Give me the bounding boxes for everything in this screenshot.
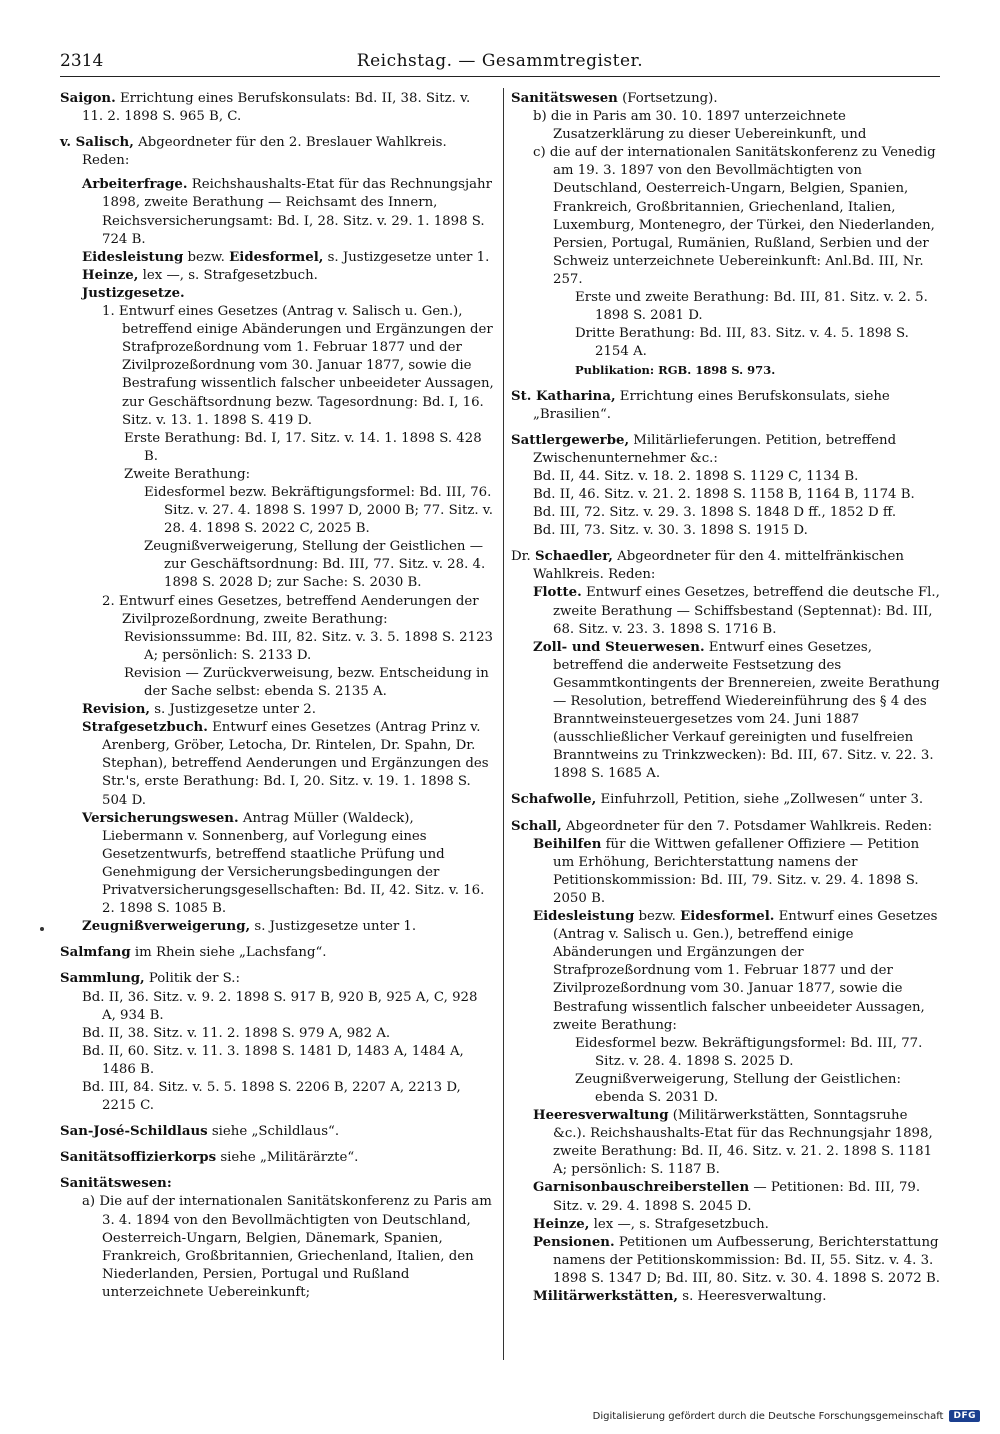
justiz-item-1: 1. Entwurf eines Gesetzes (Antrag v. Salisch u. Gen.), betreffend einige Abänderungen und Ergänzungen der Strafprozeßordnung vom 1. Februar 1877 und der Zivilprozeßordnung vom 30. Januar 1877, sowie die Bestrafung wissentlich falscher unbeeideter Aussagen, zur Geschäftsordnung bezw. Tagesordnung: Bd. I, 16. Sitz. v. 13. 1. 1898 S. 419 D. [102,304,494,428]
right-column [511,90,943,1306]
entry-sattlergewerbe: Sattlergewerbe, Militärlieferungen. Petition, betreffend Zwischenunternehmer &c.: [511,432,897,466]
sub-flotte: Flotte. Entwurf eines Gesetzes, betreffend die deutsche Fl., zweite Berathung — Schiffsbestand (Septennat): Bd. III, 68. Sitz. v. 23. 3. 1898 S. 1716 B. [533,585,940,637]
left-column [60,90,494,1302]
header-rule [60,76,940,77]
entry-schafwolle: Schafwolle, Einfuhrzoll, Petition, siehe „Zollwesen“ unter 3. [511,792,924,808]
entry-san-jose: San-José-Schildlaus siehe „Schildlaus“. [60,1124,340,1140]
sammlung-ref: Bd. III, 84. Sitz. v. 5. 5. 1898 S. 2206 B, 2207 A, 2213 D, 2215 C. [82,1079,461,1114]
sattler-ref: Bd. II, 44. Sitz. v. 18. 2. 1898 S. 1129 C, 1134 B. [533,468,859,484]
sanitaetswesen-c-erste: Erste und zweite Berathung: Bd. III, 81. Sitz. v. 2. 5. 1898 S. 2081 D. [575,290,928,324]
justiz-item-1-erste: Erste Berathung: Bd. I, 17. Sitz. v. 14. 1. 1898 S. 428 B. [124,430,482,464]
sub-beihilfen: Beihilfen für die Wittwen gefallener Offiziere — Petition um Erhöhung, Berichterstattung namens der Petitionskommission: Bd. III, 79. Sitz. v. 29. 4. 1898 S. 2050 B. [533,836,920,906]
sub-arbeiterfrage: Arbeiterfrage. Reichshaushalts-Etat für das Rechnungsjahr 1898, zweite Berathung — Reichsamt des Innern, Reichsversicherungsamt: Bd. I, 28. Sitz. v. 29. 1. 1898 S. 724 B. [82,177,492,247]
sammlung-ref: Bd. II, 60. Sitz. v. 11. 3. 1898 S. 1481 D, 1483 A, 1484 A, 1486 B. [82,1043,464,1077]
dfg-logo: DFG [949,1410,980,1422]
entry-saigon: Saigon. Errichtung eines Berufskonsulats: Bd. II, 38. Sitz. v. 11. 2. 1898 S. 965 B, C. [60,91,471,125]
sub-revision: Revision, s. Justizgesetze unter 2. [82,702,316,718]
sub-zoll-steuerwesen: Zoll- und Steuerwesen. Entwurf eines Gesetzes, betreffend die anderweite Festsetzung des Gesammtkontingents der Brennereien, zweite Berathung — Resolution, betreffend Wiedereinführung des § 4 des Branntweinsteuergesetzes vom 24. Juni 1887 (ausschließlicher Verkauf gereinigten und fuselfreien Branntweins zu Trinkzwecken): Bd. III, 67. Sitz. v. 22. 3. 1898 S. 1685 A. [533,639,940,782]
entry-salmfang: Salmfang im Rhein siehe „Lachsfang“. [60,945,327,961]
entry-st-katharina: St. Katharina, Errichtung eines Berufskonsulats, siehe „Brasilien“. [511,388,890,422]
sub-versicherungswesen: Versicherungswesen. Antrag Müller (Waldeck), Liebermann v. Sonnenberg, auf Vorlegung eines Gesetzentwurfs, betreffend staatliche Prüfung und Genehmigung der Versicherungsbedingungen der Privatversicherungsgesellschaften: Bd. II, 42. Sitz. v. 16. 2. 1898 S. 1085 B. [82,810,485,917]
sattler-ref: Bd. II, 46. Sitz. v. 21. 2. 1898 S. 1158 B, 1164 B, 1174 B. [533,486,915,502]
justiz-item-1-eidesformel: Eidesformel bezw. Bekräftigungsformel: Bd. III, 76. Sitz. v. 27. 4. 1898 S. 1997 D, 2000 B; 77. Sitz. v. 28. 4. 1898 S. 2022 C, 2025 B. [144,484,493,537]
margin-dot [40,927,44,931]
sub-strafgesetzbuch: Strafgesetzbuch. Entwurf eines Gesetzes (Antrag Prinz v. Arenberg, Gröber, Letocha, Dr. Rintelen, Dr. Spahn, Dr. Stephan), betreffend Aenderungen und Ergänzungen des Str.'s, erste Berathung: Bd. I, 20. Sitz. v. 19. 1. 1898 S. 504 D. [82,720,489,808]
footer-credit [593,1410,980,1422]
footer-text: Digitalisierung gefördert durch die Deutsche Forschungsgemeinschaft [592,1410,944,1422]
running-head: Reichstag. — Gesammtregister. [356,51,644,71]
sanitaetswesen-c-dritte: Dritte Berathung: Bd. III, 83. Sitz. v. 4. 5. 1898 S. 2154 A. [575,326,909,360]
page-number: 2314 [60,51,104,71]
entry-schaedler: Dr. Schaedler, Abgeordneter für den 4. mittelfränkischen Wahlkreis. Reden: [511,549,904,583]
entry-salisch: v. Salisch, Abgeordneter für den 2. Breslauer Wahlkreis. Reden: [60,135,447,169]
sub-pensionen: Pensionen. Petitionen um Aufbesserung, Berichterstattung namens der Petitionskommission: Bd. II, 55. Sitz. v. 4. 3. 1898 S. 1347 D; Bd. III, 80. Sitz. v. 30. 4. 1898 S. 2072 B. [533,1234,940,1286]
justiz-item-2-revision: Revision — Zurückverweisung, bezw. Entscheidung in der Sache selbst: ebenda S. 2135 A. [124,665,489,699]
sanitaetswesen-a: a) Die auf der internationalen Sanitätskonferenz zu Paris am 3. 4. 1894 von den Bevollmächtigten von Deutschland, Oesterreich-Ungarn, Belgien, Dänemark, Spanien, Frankreich, Großbritannien, Griechenland, Italien, den Niederlanden, Persien, Portugal und Rußland unterzeichnete Uebereinkunft; [82,1194,492,1300]
justiz-item-1-zweite: Zweite Berathung: [124,466,251,482]
justiz-item-1-zeugnis: Zeugnißverweigerung, Stellung der Geistlichen — zur Geschäftsordnung: Bd. III, 77. Sitz. v. 28. 4. 1898 S. 2028 D; zur Sache: S. 2030 B. [144,539,486,591]
entry-sammlung: Sammlung, Politik der S.: [60,971,241,987]
sub-zeugnisverweigerung: Zeugnißverweigerung, s. Justizgesetze unter 1. [82,919,417,935]
eid2-eidesformel: Eidesformel bezw. Bekräftigungsformel: Bd. III, 77. Sitz. v. 28. 4. 1898 S. 2025 D. [575,1035,923,1069]
sattler-ref: Bd. III, 72. Sitz. v. 29. 3. 1898 S. 1848 D ff., 1852 D ff. [533,505,897,521]
entry-sanitaetswesen: Sanitätswesen: [60,1176,172,1192]
sub-justizgesetze: Justizgesetze. [82,285,185,301]
sub-heinze-2: Heinze, lex —, s. Strafgesetzbuch. [533,1216,769,1232]
eid2-zeugnis: Zeugnißverweigerung, Stellung der Geistlichen: ebenda S. 2031 D. [575,1071,901,1105]
sammlung-ref: Bd. II, 36. Sitz. v. 9. 2. 1898 S. 917 B, 920 B, 925 A, C, 928 A, 934 B. [82,989,478,1023]
sattler-ref: Bd. III, 73. Sitz. v. 30. 3. 1898 S. 1915 D. [533,523,808,539]
justiz-item-2-revisionssumme: Revisionssumme: Bd. III, 82. Sitz. v. 3. 5. 1898 S. 2123 A; persönlich: S. 2133 D. [124,629,493,663]
sub-eidesleistung: Eidesleistung bezw. Eidesformel, s. Justizgesetze unter 1. [82,249,490,265]
sub-garnisonbauschreiber: Garnisonbauschreiberstellen — Petitionen: Bd. III, 79. Sitz. v. 29. 4. 1898 S. 2045 D. [533,1180,921,1214]
sammlung-ref: Bd. II, 38. Sitz. v. 11. 2. 1898 S. 979 A, 982 A. [82,1025,391,1041]
sub-heinze: Heinze, lex —, s. Strafgesetzbuch. [82,267,318,283]
justiz-item-2: 2. Entwurf eines Gesetzes, betreffend Aenderungen der Zivilprozeßordnung, zweite Berathung: [102,593,479,627]
sub-militaerwerkstaetten: Militärwerkstätten, s. Heeresverwaltung. [533,1289,827,1304]
entry-schall: Schall, Abgeordneter für den 7. Potsdamer Wahlkreis. Reden: [511,818,933,834]
sanitaetswesen-publikation: Publikation: RGB. 1898 S. 973. [575,363,776,378]
sanitaetswesen-c: c) die auf der internationalen Sanitätskonferenz zu Venedig am 19. 3. 1897 von den Bevollmächtigten von Deutschland, Oesterreich-Ungarn, Belgien, Spanien, Frankreich, Großbritannien, Griechenland, Italien, Luxemburg, Montenegro, der Türkei, den Niederlanden, Persien, Portugal, Rumänien, Rußland, Serbien und der Schweiz unterzeichnete Uebereinkunft: Anl.Bd. III, Nr. 257. [533,145,936,287]
sub-eidesleistung-2: Eidesleistung bezw. Eidesformel. Entwurf eines Gesetzes (Antrag v. Salisch u. Gen.), betreffend einige Abänderungen und Ergänzungen der Strafprozeßordnung vom 1. Februar 1877 und der Zivilprozeßordnung vom 30. Januar 1877, sowie die Bestrafung wissentlich falscher unbeeideter Aussagen, zweite Berathung: [533,909,938,1033]
sub-heeresverwaltung: Heeresverwaltung (Militärwerkstätten, Sonntagsruhe &c.). Reichshaushalts-Etat für das Rechnungsjahr 1898, zweite Berathung: Bd. II, 46. Sitz. v. 21. 2. 1898 S. 1181 A; persönlich: S. 1187 B. [533,1108,933,1178]
entry-sanitaetswesen-cont: Sanitätswesen (Fortsetzung). [511,91,718,106]
sanitaetswesen-b: b) die in Paris am 30. 10. 1897 unterzeichnete Zusatzerklärung zu dieser Uebereinkunft, und [533,109,867,143]
page-header [60,48,940,74]
column-divider [503,88,504,1360]
entry-sanitaetsoffizierkorps: Sanitätsoffizierkorps siehe „Militärärzte“. [60,1150,359,1166]
